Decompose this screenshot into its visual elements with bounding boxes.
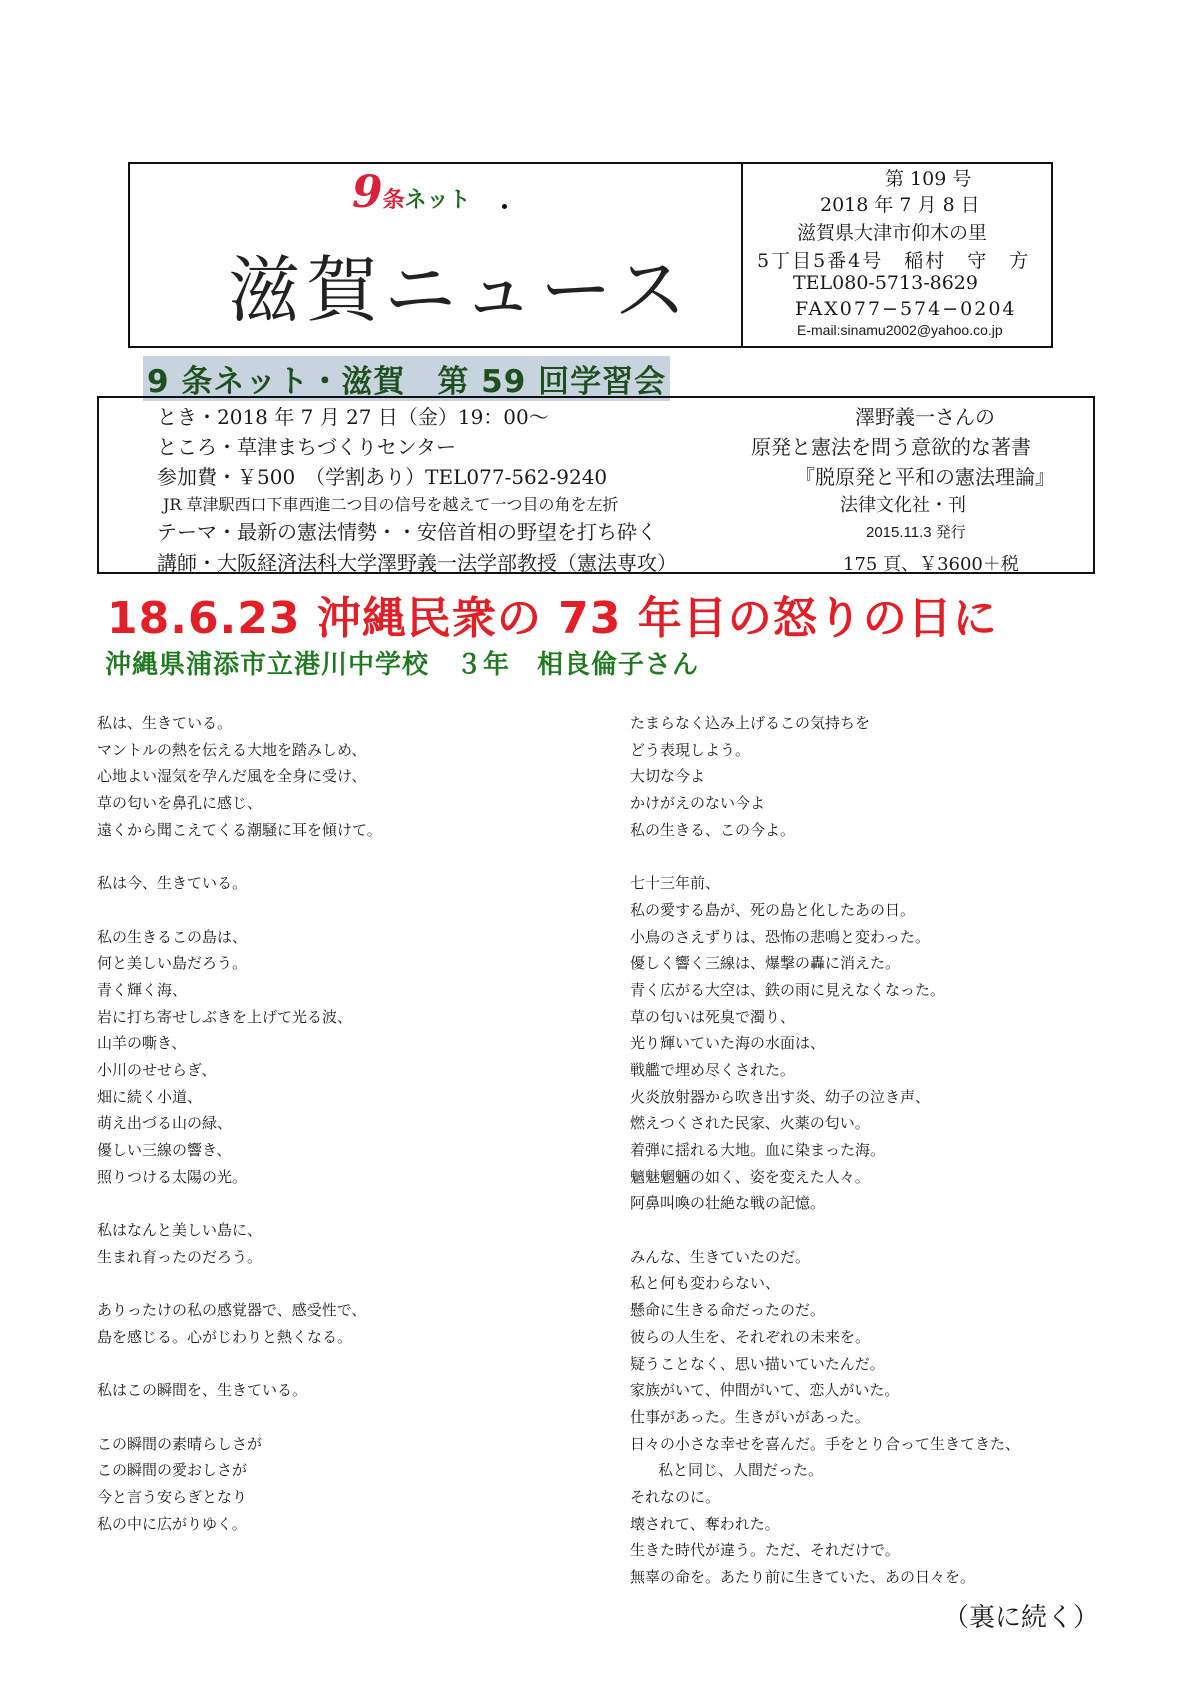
poem-line: 山羊の嘶き、 xyxy=(97,1034,187,1053)
poem-line: 私は今、生きている。 xyxy=(97,874,248,893)
poem-line: この瞬間の素晴らしさが xyxy=(97,1434,263,1453)
issue-number: 第 109 号 xyxy=(885,168,972,190)
poem-line: 阿鼻叫喚の壮絶な戦の記憶。 xyxy=(630,1194,826,1213)
study-session-title: 9 条ネット・滋賀 第 59 回学習会 xyxy=(143,356,670,401)
poem-line: 私は、生きている。 xyxy=(97,714,233,732)
poem-line: 無辜の命を。あたり前に生きていた、あの日々を。 xyxy=(630,1568,976,1586)
book-description: 原発と憲法を問う意欲的な著書 xyxy=(751,435,1031,459)
poem-line: 小川のせせらぎ、 xyxy=(97,1060,217,1079)
poem-line: 草の匂いを鼻孔に感じ、 xyxy=(97,794,263,813)
newsletter-title: 滋賀ニュース xyxy=(228,248,693,332)
poem-line: 家族がいて、仲間がいて、恋人がいた。 xyxy=(630,1381,900,1400)
fax: FAX077−574−0204 xyxy=(795,298,1017,320)
book-author: 澤野義一さんの xyxy=(855,405,995,429)
poem-line: 島を感じる。心がじわりと熱くなる。 xyxy=(97,1327,353,1346)
poem-line xyxy=(97,1351,382,1378)
poem-line: 私と同じ、人間だった。 xyxy=(658,1461,824,1480)
book-title: 『脱原発と平和の憲法理論』 xyxy=(795,465,1055,489)
poem-line: 仕事があった。生きがいがあった。 xyxy=(630,1407,870,1426)
email-address[interactable]: E-mail:sinamu2002@yahoo.co.jp xyxy=(797,322,1003,338)
poem-line: 疑うことなく、思い描いていたんだ。 xyxy=(630,1354,885,1373)
poem-line xyxy=(97,1190,382,1217)
poem-line: 萌え出づる山の緑、 xyxy=(97,1114,233,1133)
poem-line: 私の生きるこの島は、 xyxy=(97,927,248,946)
poem-line xyxy=(630,843,1020,870)
poem-line: 生きた時代が違う。ただ、それだけで。 xyxy=(630,1541,900,1560)
poem-line: 火炎放射器から吹き出す炎、幼子の泣き声、 xyxy=(630,1087,931,1106)
poem-line: 青く輝く海、 xyxy=(97,980,188,999)
poem-line: 私はなんと美しい島に、 xyxy=(97,1221,263,1240)
poem-line: 日々の小さな幸せを喜んだ。手をとり合って生きてきた、 xyxy=(630,1434,1021,1453)
poem-line: 小鳥のさえずりは、恐怖の悲鳴と変わった。 xyxy=(630,927,930,946)
poem-line: 大切な今よ xyxy=(630,767,706,786)
poem-line: みんな、生きていたのだ。 xyxy=(630,1247,811,1266)
poem-left-column xyxy=(97,710,382,1537)
poem-line: この瞬間の愛おしさが xyxy=(97,1461,248,1480)
poem-line: 七十三年前、 xyxy=(630,874,721,893)
poem-line: 心地よい湿気を孕んだ風を全身に受け、 xyxy=(97,767,367,786)
poem-line: 燃えつくされた民家、火薬の匂い。 xyxy=(630,1114,870,1133)
poem-line xyxy=(97,1270,382,1297)
poem-line: 優しく響く三線は、爆撃の轟に消えた。 xyxy=(630,954,901,973)
poem-line: 私と何も変わらない、 xyxy=(630,1274,781,1293)
poem-line: 私はこの瞬間を、生きている。 xyxy=(97,1381,308,1400)
poem-line xyxy=(97,897,382,924)
poem-line: 光り輝いていた海の水面は、 xyxy=(630,1034,826,1053)
poem-line: 生まれ育ったのだろう。 xyxy=(97,1247,263,1266)
book-publisher: 法律文化社・刊 xyxy=(840,495,966,516)
logo-nine: 9 xyxy=(352,167,383,218)
poem-line: 懸命に生きる命だったのだ。 xyxy=(630,1301,826,1320)
poem-line: かけがえのない今よ xyxy=(630,794,766,813)
event-theme: テーマ・最新の憲法情勢・・安倍首相の野望を打ち砕く xyxy=(157,520,657,544)
continued-note: （裏に続く） xyxy=(943,1603,1100,1633)
event-access: JR 草津駅西口下車西進二つ目の信号を越えて一つ目の角を左折 xyxy=(163,495,619,514)
poem-line: 壊されて、奪われた。 xyxy=(630,1514,780,1533)
poem-author: 沖縄県浦添市立港川中学校 ３年 相良倫子さん xyxy=(105,650,700,680)
address-line-1: 滋賀県大津市仰木の里 xyxy=(797,222,988,244)
poem-line xyxy=(97,843,382,870)
poem-line: たまらなく込み上げるこの気持ちを xyxy=(630,714,871,732)
issue-date: 2018 年 7 月 8 日 xyxy=(820,194,980,216)
poem-line: 彼らの人生を、それぞれの未来を。 xyxy=(630,1327,871,1346)
event-fee: 参加費・￥500 （学割あり）TEL077-562-9240 xyxy=(157,465,608,489)
poem-line: 私の愛する島が、死の島と化したあの日。 xyxy=(630,900,916,919)
poem-line: 岩に打ち寄せしぶきを上げて光る波、 xyxy=(97,1007,353,1026)
poem-line: 遠くから聞こえてくる潮騒に耳を傾けて。 xyxy=(97,820,382,839)
poem-headline: 18.6.23 沖縄民衆の 73 年目の怒りの日に xyxy=(107,593,998,644)
poem-right-column xyxy=(630,710,1020,1591)
masthead-divider xyxy=(741,162,743,348)
event-lecturer: 講師・大阪経済法科大学澤野義一法学部教授（憲法専攻） xyxy=(157,551,677,575)
event-place: ところ・草津まちづくりセンター xyxy=(157,435,456,459)
poem-line: 今と言う安らぎとなり xyxy=(97,1487,248,1506)
poem-line: 私の中に広がりゆく。 xyxy=(97,1514,247,1533)
poem-line: それなのに。 xyxy=(630,1487,721,1506)
poem-line: 着弾に揺れる大地。血に染まった海。 xyxy=(630,1141,886,1159)
poem-line: 青く広がる大空は、鉄の雨に見えなくなった。 xyxy=(630,980,946,999)
poem-line: 草の匂いは死臭で濁り、 xyxy=(630,1007,796,1026)
poem-line: ありったけの私の感覚器で、感受性で、 xyxy=(97,1301,367,1320)
poem-line: 畑に続く小道、 xyxy=(97,1087,203,1106)
telephone: TEL080-5713-8629 xyxy=(793,272,978,294)
logo-jou: 条 xyxy=(382,188,405,213)
address-line-2: 5丁目5番4号 稲村 守 方 xyxy=(757,250,1031,272)
poem-line xyxy=(97,1404,382,1431)
poem-line: マントルの熱を伝える大地を踏みしめ、 xyxy=(97,740,367,759)
poem-line: 照りつける太陽の光。 xyxy=(97,1167,248,1186)
poem-line: 何と美しい島だろう。 xyxy=(97,954,248,973)
poem-line xyxy=(630,1217,1020,1244)
poem-line: 魑魅魍魎の如く、姿を変えた人々。 xyxy=(630,1167,870,1186)
book-date: 2015.11.3 発行 xyxy=(866,524,966,541)
9jou-net-logo xyxy=(352,167,471,218)
poem-line: どう表現しよう。 xyxy=(630,740,751,759)
event-time: とき・2018 年 7 月 27 日（金）19：00〜 xyxy=(157,405,549,429)
poem-line: 私の生きる、この今よ。 xyxy=(630,820,796,839)
logo-dot-icon xyxy=(502,204,507,209)
logo-net: ネット xyxy=(404,188,471,213)
poem-line: 優しい三線の響き、 xyxy=(97,1141,232,1159)
book-pages-price: 175 頁、￥3600＋税 xyxy=(843,554,1019,575)
poem-line: 戦艦で埋め尽くされた。 xyxy=(630,1060,796,1079)
